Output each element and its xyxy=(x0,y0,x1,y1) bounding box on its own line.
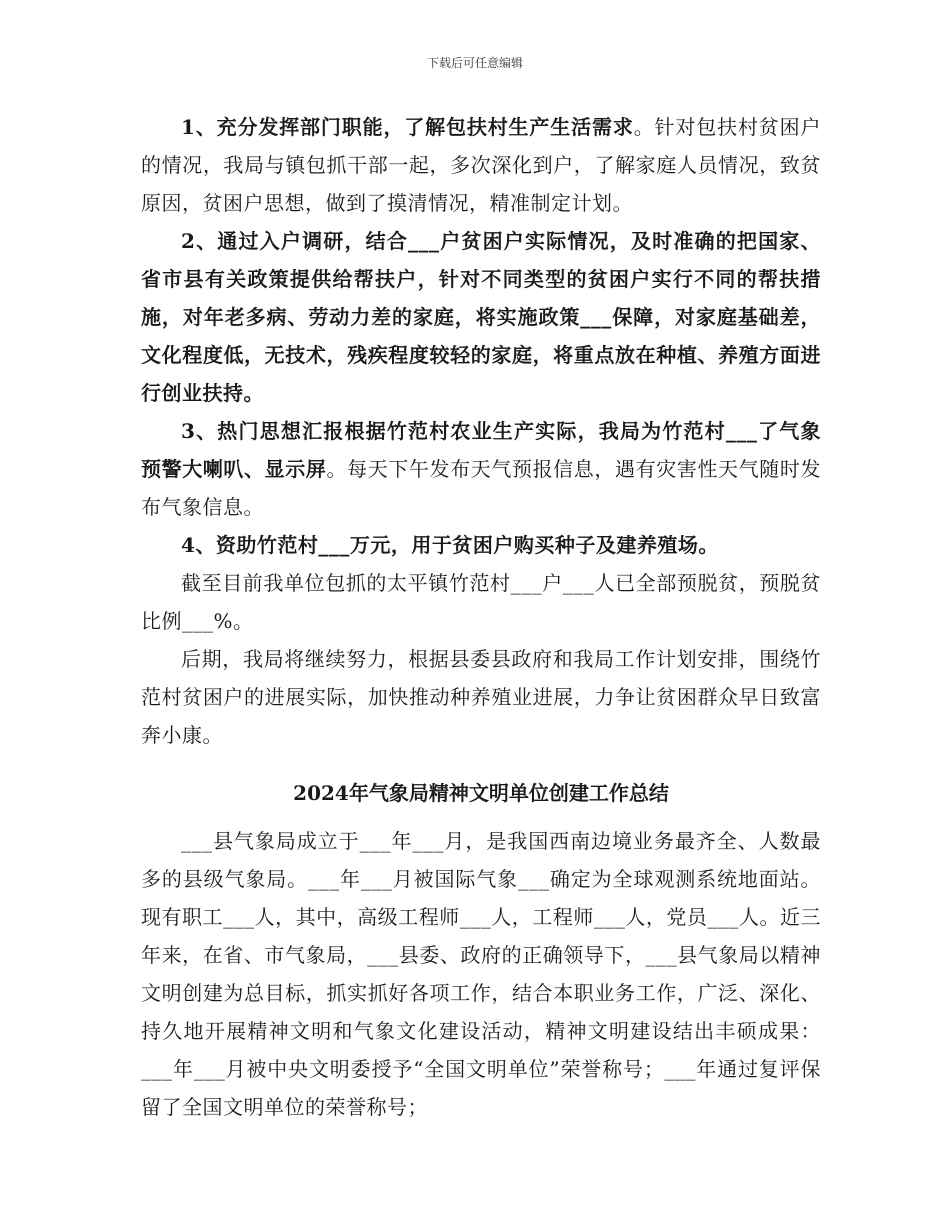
document-body xyxy=(141,108,821,1126)
section-2-paragraph-1: ___县气象局成立于___年___月，是我国西南边境业务最齐全、人数最多的县级气象局。___年___月被国际气象___确定为全球观测系统地面站。现有职工___人，其中，高级工程师___人，工程师___人，党员___人。近三年来，在省、市气象局，___县委、政府的正确领导下，___县气象局以精神文明创建为总目标，抓实抓好各项工作，结合本职业务工作，广泛、深化、持久地开展精神文明和气象文化建设活动，精神文明建设结出丰硕成果：___年___月被中央文明委授予“全国文明单位”荣誉称号；___年通过复评保留了全国文明单位的荣誉称号； xyxy=(141,829,821,1119)
paragraph-1-text: 。针对包扶村贫困户的情况，我局与镇包抓干部一起，多次深化到户，了解家庭人员情况，致贫原因，贫困户思想，做到了摸清情况，精准制定计划。 xyxy=(141,115,822,215)
paragraph-6: 后期，我局将继续努力，根据县委县政府和我局工作计划安排，围绕竹范村贫困户的进展实际，加快推动种养殖业进展，力争让贫困群众早日致富奔小康。 xyxy=(141,647,821,747)
paragraph-4: 4、资助竹范村___万元，用于贫困户购买种子及建养殖场。 xyxy=(181,533,719,557)
paragraph-5: 截至目前我单位包抓的太平镇竹范村___户___人已全部预脱贫，预脱贫比例___%。 xyxy=(141,571,821,633)
section-title: 2024年气象局精神文明单位创建工作总结 xyxy=(293,781,669,805)
paragraph-1 xyxy=(141,108,821,222)
page-header: 下载后可任意编辑 xyxy=(426,56,523,70)
paragraph-3-text: 。每天下午发布天气预报信息，遇有灾害性天气随时发布气象信息。 xyxy=(141,457,821,519)
paragraph-2: 2、通过入户调研，结合___户贫困户实际情况，及时准确的把国家、省市县有关政策提供给帮扶户，针对不同类型的贫困户实行不同的帮扶措施，对年老多病、劳动力差的家庭，将实施政策___保障，对家庭基础差，文化程度低，无技术，残疾程度较轻的家庭，将重点放在种植、养殖方面进行创业扶持。 xyxy=(141,229,821,405)
paragraph-3 xyxy=(141,412,821,526)
paragraph-3-heading: 3、热门思想汇报根据竹范村农业生产实际，我局为竹范村___了气象预警大喇叭、显示屏 xyxy=(141,419,821,481)
paragraph-1-heading: 1、充分发挥部门职能，了解包扶村生产生活需求 xyxy=(181,115,634,139)
